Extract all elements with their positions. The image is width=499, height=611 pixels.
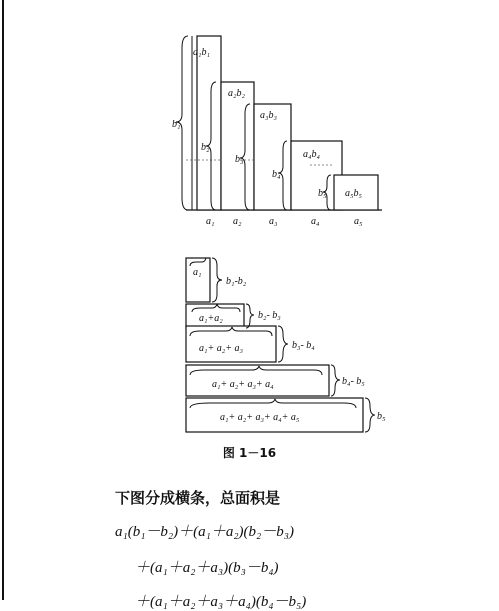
label-a1: a₁ bbox=[206, 216, 215, 227]
diff-label-1: b₁-b₂ bbox=[226, 276, 247, 287]
intro-text: 下图分成横条，总面积是 bbox=[115, 489, 281, 507]
equation-line-2: ＋(a₁＋a₂＋a₃)(b₃－b₄) bbox=[135, 560, 279, 576]
label-a2: a₂ bbox=[233, 216, 242, 227]
label-a2b2: a₂b₂ bbox=[228, 88, 245, 99]
diff-label-4: b₄- b₅ bbox=[342, 376, 365, 387]
diff-label-2: b₂- b₃ bbox=[258, 310, 281, 321]
label-b4: b₄ bbox=[272, 169, 281, 180]
label-a4b4: a₄b₄ bbox=[303, 149, 320, 160]
diff-label-3: b₃- b₄ bbox=[292, 340, 315, 351]
label-b3: b₃ bbox=[235, 154, 244, 165]
brace-right-3 bbox=[278, 326, 288, 362]
diff-label-5: b₅ bbox=[377, 411, 386, 422]
strip-label-5: a₁+ a₂+ a₃+ a₄+ a₅ bbox=[220, 412, 300, 423]
strip-label-4: a₁+ a₂+ a₃+ a₄ bbox=[212, 379, 274, 390]
label-a3b3: a₃b₃ bbox=[260, 110, 277, 121]
label-a5b5: a₅b₅ bbox=[345, 188, 362, 199]
label-b5: b₅ bbox=[318, 188, 327, 199]
strip-label-1: a₁ bbox=[193, 267, 202, 278]
strip-label-2: a₁+a₂ bbox=[199, 313, 223, 324]
label-a3: a₃ bbox=[269, 216, 278, 227]
label-a4: a₄ bbox=[311, 216, 320, 227]
brace-right-1 bbox=[212, 258, 222, 302]
strip-label-3: a₁+ a₂+ a₃ bbox=[199, 343, 243, 354]
equation-line-1: a₁(b₁－b₂)＋(a₁＋a₂)(b₂－b₃) bbox=[115, 524, 294, 540]
label-b2: b₂ bbox=[201, 142, 210, 153]
label-a5: a₅ bbox=[354, 216, 363, 227]
label-a1b1: a₁b₁ bbox=[193, 47, 210, 58]
brace-right-5 bbox=[365, 398, 375, 432]
brace-right-4 bbox=[331, 365, 340, 396]
equation-line-3: ＋(a₁＋a₂＋a₃＋a₄)(b₄－b₅) bbox=[135, 594, 307, 610]
strip-1 bbox=[186, 258, 210, 302]
label-b1: b₁ bbox=[172, 119, 181, 130]
figure-caption: 图 1－16 bbox=[222, 446, 277, 460]
brace-right-2 bbox=[246, 304, 254, 328]
